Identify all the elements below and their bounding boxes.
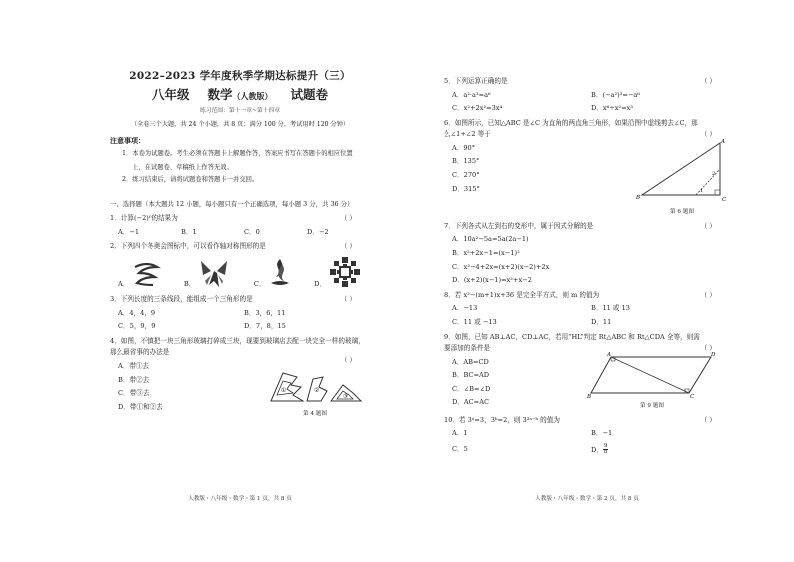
note-2: 2．练习结束后，请将试题卷和答题卡一并交回。 — [122, 175, 259, 183]
edition-label: （人教版） — [232, 91, 273, 102]
option-c: C．x²+2x²=3x⁴ — [452, 104, 503, 113]
snowflake-emblem-icon — [328, 255, 362, 289]
question-9 — [444, 334, 730, 410]
option-b: B． — [183, 280, 196, 289]
flame-emblem-icon — [268, 257, 292, 289]
question-stem: 5．下列运算正确的是 — [444, 77, 508, 85]
option-a: A．带①去 — [118, 361, 150, 370]
option-a: A．AB=CD — [452, 357, 489, 366]
option-b: B．3，6，11 — [244, 308, 286, 317]
question-6 — [444, 120, 730, 216]
notes-heading: 注意事项： — [110, 136, 145, 146]
option-d: D．315° — [452, 184, 480, 193]
question-stem: 1．计算(−2)⁰的结果为 — [110, 214, 178, 223]
question-7 — [444, 223, 730, 285]
option-b: B．−1 — [591, 429, 613, 438]
answer-paren: （ ） — [340, 214, 356, 223]
option-c: C．x²−4+2x=(x+2)(x−2)+2x — [452, 262, 550, 271]
question-1 — [110, 215, 370, 236]
right-triangle-figure — [636, 139, 728, 205]
page-2 — [444, 78, 730, 518]
option-a: A．4，4，9 — [118, 308, 156, 317]
question-stem-line2: 那么最省事的办法是 — [110, 348, 170, 357]
angle-label-2: 2 — [712, 170, 716, 177]
question-stem: 10．若 3ᵃ=3，3ᵇ=2，则 3²ᵃ⁻ᵇ 的值为 — [444, 415, 560, 424]
vertex-label-a: A — [607, 351, 611, 358]
answer-paren: （ ） — [340, 242, 356, 251]
figure-caption: 第 4 题图 — [303, 411, 327, 418]
option-d: D．x⁶÷x²=x³ — [591, 104, 634, 113]
vertex-label-c: C — [690, 393, 695, 399]
option-d-prefix: D． — [591, 445, 603, 454]
option-c: C．0 — [244, 227, 260, 236]
vertex-label-b: B — [636, 194, 641, 201]
piece-label-2: ② — [314, 386, 320, 394]
option-b: B．135° — [452, 157, 480, 166]
question-2 — [110, 243, 370, 289]
option-a: A．1 — [452, 429, 468, 438]
option-b: B．11 或 13 — [591, 304, 631, 313]
fraction-denominator: 8 — [603, 449, 608, 456]
subject-label: 数学 — [207, 87, 233, 103]
option-a: A．10a²−5a=5a(2a−1) — [452, 235, 529, 244]
grade-label: 八年级 — [151, 87, 190, 103]
option-d: D．7，8，15 — [244, 322, 286, 331]
answer-paren: （ ） — [700, 129, 716, 138]
question-8 — [444, 292, 730, 327]
question-stem: 8．若 x²−(m+1)x+36 是完全平方式，则 m 的值为 — [444, 290, 600, 299]
ski-emblem-icon — [131, 261, 161, 289]
option-d: D．(x+2)(x−1)=x²+x−2 — [452, 276, 532, 285]
piece-label-3: ③ — [343, 392, 349, 400]
answer-paren: （ ） — [700, 343, 716, 352]
option-c: C．5，9，9 — [118, 322, 156, 331]
question-10 — [444, 417, 730, 456]
exam-info: （全卷三个大题，共 24 个小题，共 8 页；满分 100 分，考试用时 120 分钟） — [130, 121, 350, 129]
option-b: B．x²+2x−1=(x−1)² — [452, 249, 520, 258]
vertex-label-c: C — [722, 196, 727, 203]
vertex-label-d: D — [711, 351, 716, 358]
broken-glass-figure — [263, 365, 367, 407]
question-stem: 3．下列长度的三条线段，能组成一个三角形的是 — [110, 295, 253, 304]
option-b: B．1 — [181, 227, 197, 236]
question-stem: 2．下列四个冬奥会图标中，可以看作轴对称图形的是 — [110, 242, 266, 251]
note-1a: 1．本卷为试题卷。考生必须在答题卡上解题作答，答案应书写在答题卡的相应位置 — [122, 150, 353, 158]
option-c: C．∠B=∠D — [452, 384, 491, 393]
answer-paren: （ ） — [340, 295, 356, 304]
option-d: D．11 — [591, 317, 612, 326]
question-3 — [110, 296, 370, 331]
question-4 — [110, 338, 370, 418]
exam-range: 练习范围：第十一章~第十四章 — [199, 108, 281, 115]
option-c: C． — [253, 280, 266, 289]
page-footer: 人教版・八年级・数学・第 1 页，共 8 页 — [188, 495, 292, 502]
angle-label-1: 1 — [700, 187, 704, 194]
question-stem-line2: 么∠1+∠2 等于 — [444, 130, 491, 139]
parallelogram-figure — [587, 351, 717, 399]
fraction-numerator: 9 — [603, 442, 608, 449]
fraction — [603, 444, 609, 456]
piece-label-1: ① — [281, 386, 287, 394]
option-c: C．11 或 −13 — [452, 317, 497, 326]
question-stem-line1: 6．如图所示，已知△ABC 是∠C 为直角的两直角三角形，如果沿图中虚线剪去∠C，那 — [444, 118, 698, 127]
answer-paren: （ ） — [700, 77, 716, 85]
paper-label: 试题卷 — [290, 87, 329, 103]
option-a: A．−1 — [118, 227, 140, 236]
section-heading: 一、选择题（本大题共 12 小题，每小题只有一个正确选项，每小题 3 分，共 36 分） — [110, 199, 354, 208]
option-c: C．5 — [452, 445, 468, 454]
option-a: A．a²·a³=a⁶ — [452, 90, 491, 99]
option-d — [591, 444, 730, 456]
option-d: D．AC=AC — [452, 398, 490, 407]
page-1 — [110, 70, 370, 510]
vertex-label-b: B — [587, 393, 592, 399]
option-a: A．90° — [452, 143, 476, 152]
question-stem-line1: 9．如图，已知 AB⊥AC，CD⊥AC，若用“HL”判定 Rt△ABC 和 Rt△CDA 全等，则需 — [444, 332, 700, 341]
option-d: D． — [314, 280, 326, 289]
answer-paren: （ ） — [340, 355, 356, 364]
page-footer: 人教版・八年级・数学・第 2 页，共 8 页 — [535, 495, 639, 502]
answer-paren: （ ） — [700, 290, 716, 299]
skater-emblem-icon — [197, 257, 231, 289]
exam-subtitle — [110, 88, 370, 102]
option-a: A．−13 — [452, 304, 478, 313]
vertex-label-a: A — [721, 138, 725, 145]
exam-title: 2022–2023 学年度秋季学期达标提升（三） — [129, 70, 351, 82]
option-b: B．(−a²)³=−a⁶ — [591, 90, 640, 99]
answer-paren: （ ） — [700, 415, 716, 424]
option-b: B．BC=AD — [452, 371, 490, 380]
option-b: B．带②去 — [118, 375, 150, 384]
question-5 — [444, 78, 730, 113]
option-c: C．270° — [452, 171, 480, 180]
option-a: A． — [118, 280, 130, 289]
question-stem-line1: 4．如图，不慎把一块三角形玻璃打碎成三块，现要到玻璃店去配一块完全一样的玻璃， — [110, 336, 365, 345]
option-c: C．带③去 — [118, 389, 150, 398]
option-d: D．带①和②去 — [118, 402, 163, 411]
question-stem: 7．下列各式从左到右的变形中，属于因式分解的是 — [444, 221, 594, 230]
figure-caption: 第 9 题图 — [640, 403, 664, 410]
note-1b: 上，在试题卷、草稿纸上作答无效。 — [132, 163, 233, 171]
answer-paren: （ ） — [700, 221, 716, 230]
option-d: D．−2 — [307, 227, 329, 236]
question-stem-line2: 要添加的条件是 — [444, 344, 491, 353]
figure-caption: 第 6 题图 — [670, 209, 694, 216]
